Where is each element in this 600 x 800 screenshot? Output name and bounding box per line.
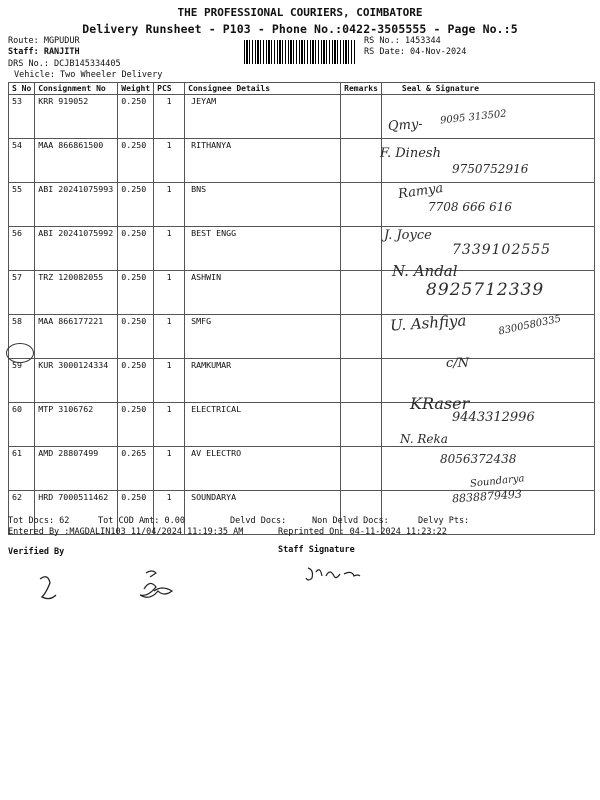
- handwritten-phone: 9443312996: [452, 410, 535, 425]
- handwritten-signature: Ramya: [397, 180, 445, 203]
- handwritten-signature: KRaser: [410, 394, 470, 413]
- consignment-no: TRZ 120082055: [35, 271, 118, 315]
- rs-number: RS No.: 1453344: [364, 36, 441, 46]
- handwritten-phone: 7339102555: [452, 242, 552, 258]
- handwritten-phone: 8056372438: [440, 452, 517, 466]
- handwritten-phone: 7708 666 616: [428, 200, 512, 214]
- pcs: 1: [154, 447, 185, 491]
- handwritten-phone: 8300580335: [497, 313, 563, 338]
- handwritten-name: Soundarya: [469, 473, 525, 490]
- col-sno: S No: [9, 83, 35, 95]
- route: Route: MGPUDUR: [8, 36, 80, 46]
- sno: 53: [9, 95, 35, 139]
- handwritten-phone: 8838879493: [451, 487, 523, 506]
- weight: 0.250: [118, 403, 154, 447]
- sno: 62: [9, 491, 35, 535]
- handwritten-phone: 8925712339: [426, 280, 545, 300]
- pcs: 1: [154, 271, 185, 315]
- sno: 55: [9, 183, 35, 227]
- remarks: [341, 403, 382, 447]
- handwritten-name: J. Joyce: [384, 228, 432, 243]
- pcs: 1: [154, 315, 185, 359]
- consignment-no: ABI 20241075993: [35, 183, 118, 227]
- pcs: 1: [154, 403, 185, 447]
- weight: 0.250: [118, 315, 154, 359]
- pcs: 1: [154, 359, 185, 403]
- col-weight: Weight: [118, 83, 154, 95]
- handwritten-note: c/N: [446, 356, 470, 371]
- handwritten-phone: 9750752916: [452, 162, 529, 176]
- consignment-no: MAA 866861500: [35, 139, 118, 183]
- sno: 58: [9, 315, 35, 359]
- weight: 0.265: [118, 447, 154, 491]
- verified-by-label: Verified By: [8, 547, 65, 557]
- staff-name: Staff: RANJITH: [8, 47, 80, 57]
- consignee: SMFG: [185, 315, 341, 359]
- col-seal-signature: Seal & Signature: [381, 83, 594, 95]
- table-header-row: [9, 83, 595, 95]
- col-remarks: Remarks: [341, 83, 382, 95]
- remarks: [341, 139, 382, 183]
- handwritten-phone: 9095 313502: [439, 108, 508, 127]
- consignment-no: AMD 28807499: [35, 447, 118, 491]
- pcs: 1: [154, 139, 185, 183]
- total-cod: Tot COD Amt: 0.00: [98, 516, 185, 526]
- barcode: [244, 40, 356, 64]
- rs-date: RS Date: 04-Nov-2024: [364, 47, 467, 57]
- consignment-no: KRR 919052: [35, 95, 118, 139]
- consignment-no: KUR 3000124334: [35, 359, 118, 403]
- handwritten-name: N. Reka: [400, 432, 448, 446]
- weight: 0.250: [118, 359, 154, 403]
- delivery-points: Delvy Pts:: [418, 516, 470, 526]
- pcs: 1: [154, 183, 185, 227]
- runsheet-heading: Delivery Runsheet - P103 - Phone No.:0422-3505555 - Page No.:5: [82, 22, 518, 36]
- entered-by: Entered By :MAGDALIN103 11/04/2024 11:19:35 AM: [8, 527, 244, 537]
- remarks: [341, 183, 382, 227]
- consignee: BEST ENGG: [185, 227, 341, 271]
- consignment-no: ABI 20241075992: [35, 227, 118, 271]
- sno: 60: [9, 403, 35, 447]
- consignee: AV ELECTRO: [185, 447, 341, 491]
- col-consignee: Consignee Details: [185, 83, 341, 95]
- consignee: RAMKUMAR: [185, 359, 341, 403]
- weight: 0.250: [118, 95, 154, 139]
- weight: 0.250: [118, 227, 154, 271]
- drs-number: DRS No.: DCJB145334405: [8, 59, 121, 69]
- consignment-no: MTP 3106762: [35, 403, 118, 447]
- weight: 0.250: [118, 183, 154, 227]
- staff-signature-label: Staff Signature: [278, 545, 355, 555]
- consignee: ASHWIN: [185, 271, 341, 315]
- remarks: [341, 271, 382, 315]
- consignment-no: MAA 866177221: [35, 315, 118, 359]
- remarks: [341, 359, 382, 403]
- handwritten-signature: Qmy-: [387, 116, 424, 135]
- remarks: [341, 227, 382, 271]
- consignee: ELECTRICAL: [185, 403, 341, 447]
- delivered-docs: Delvd Docs:: [230, 516, 287, 526]
- remarks: [341, 315, 382, 359]
- table-row: [9, 315, 595, 359]
- consignee: RITHANYA: [185, 139, 341, 183]
- reprinted-on: Reprinted On: 04-11-2024 11:23:22: [278, 527, 447, 537]
- handwritten-name: F. Dinesh: [380, 146, 441, 161]
- verifier-signature: [30, 565, 190, 615]
- consignment-no: HRD 7000511462: [35, 491, 118, 535]
- col-pcs: PCS: [154, 83, 185, 95]
- staff-signature: [300, 560, 380, 590]
- remarks: [341, 95, 382, 139]
- runsheet-table: [8, 82, 595, 535]
- sno: 54: [9, 139, 35, 183]
- remarks: [341, 447, 382, 491]
- sno: 57: [9, 271, 35, 315]
- pcs: 1: [154, 95, 185, 139]
- consignee: BNS: [185, 183, 341, 227]
- weight: 0.250: [118, 139, 154, 183]
- handwritten-signature: U. Ashfiya: [389, 311, 467, 335]
- pcs: 1: [154, 227, 185, 271]
- weight: 0.250: [118, 271, 154, 315]
- table-row: [9, 359, 595, 403]
- vehicle: Vehicle: Two Wheeler Delivery: [14, 70, 163, 80]
- sno: 61: [9, 447, 35, 491]
- sno: 56: [9, 227, 35, 271]
- handwritten-name: N. Andal: [392, 262, 458, 280]
- consignee: SOUNDARYA: [185, 491, 341, 535]
- company-name: THE PROFESSIONAL COURIERS, COIMBATORE: [177, 6, 423, 19]
- pcs: 1: [154, 491, 185, 535]
- total-docs: Tot Docs: 62: [8, 516, 70, 526]
- row-59-circle-mark: [6, 343, 34, 363]
- weight: 0.250: [118, 491, 154, 535]
- consignee: JEYAM: [185, 95, 341, 139]
- col-consignment: Consignment No: [35, 83, 118, 95]
- non-delivered-docs: Non Delvd Docs:: [312, 516, 389, 526]
- sno: 59: [9, 359, 35, 403]
